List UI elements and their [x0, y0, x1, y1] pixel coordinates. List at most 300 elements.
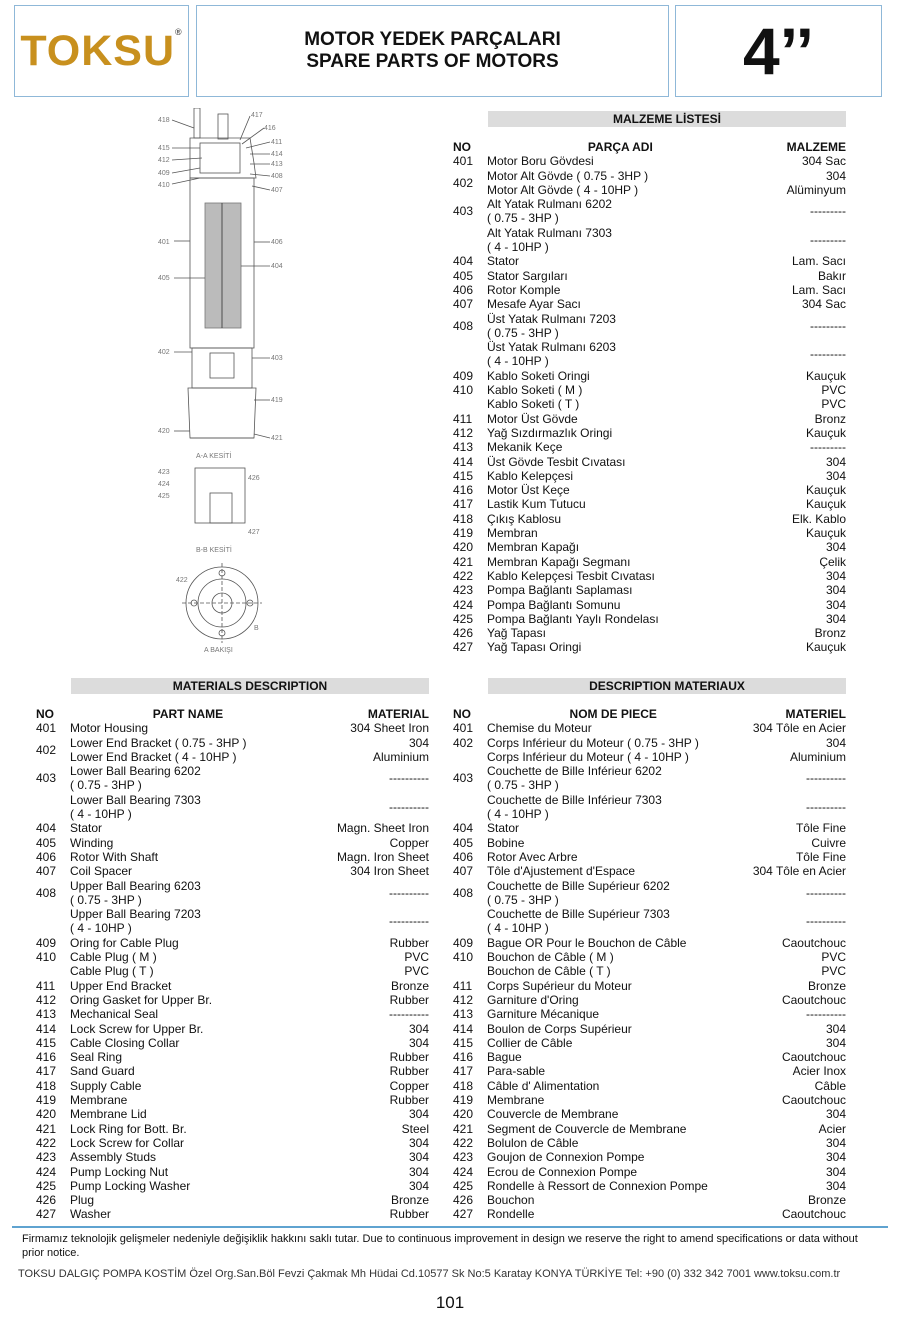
- part-name: Oring for Cable Plug: [70, 935, 179, 950]
- table-row: [36, 836, 429, 850]
- part-number: 421: [36, 1121, 57, 1136]
- table-row: [453, 836, 846, 850]
- part-material: 304: [825, 735, 846, 750]
- part-number: [453, 397, 487, 411]
- part-number: 414: [453, 454, 474, 469]
- table-row: [453, 979, 846, 993]
- callout-425: 425: [158, 493, 170, 500]
- table-row: [453, 383, 846, 397]
- part-material: Çelik: [819, 554, 846, 569]
- table-row: [453, 1079, 846, 1093]
- part-number: 401: [453, 154, 474, 169]
- size-box: [675, 5, 882, 97]
- part-number: 418: [36, 1078, 57, 1093]
- part-name: Alt Yatak Rulmanı 7303: [487, 225, 612, 240]
- part-material: ----------: [806, 771, 846, 786]
- part-name: Pump Locking Nut: [70, 1164, 169, 1179]
- table-row: [453, 483, 846, 497]
- part-material: Kauçuk: [805, 483, 846, 498]
- callout-403: 403: [271, 355, 283, 362]
- part-material: 304 Iron Sheet: [350, 864, 429, 879]
- table-row: [36, 1022, 429, 1036]
- table-row: [453, 269, 846, 283]
- part-number: 406: [453, 849, 474, 864]
- table-row: [453, 793, 846, 807]
- table-row: [36, 750, 429, 764]
- part-number: 407: [453, 864, 474, 879]
- part-number: 412: [36, 992, 57, 1007]
- section-label-bb: B-B KESİTİ: [196, 547, 232, 554]
- table-row: [453, 340, 846, 354]
- part-material: Rubber: [389, 935, 429, 950]
- part-name: Membrane: [70, 1093, 128, 1108]
- part-number: 426: [36, 1193, 57, 1208]
- table-row: [36, 907, 429, 921]
- part-material: 304: [825, 1035, 846, 1050]
- callout-413: 413: [271, 161, 283, 168]
- part-number: 420: [453, 540, 474, 555]
- part-material: Magn. Iron Sheet: [336, 849, 429, 864]
- part-name: Upper End Bracket: [70, 978, 172, 993]
- part-name: Lock Screw for Upper Br.: [70, 1021, 204, 1036]
- part-number: 425: [453, 1178, 474, 1193]
- part-name: Supply Cable: [70, 1078, 142, 1093]
- column-header: NOM DE PIECE: [569, 707, 657, 721]
- table-row: [453, 950, 846, 964]
- part-material: 304: [408, 1164, 429, 1179]
- callout-405: 405: [158, 275, 170, 282]
- part-name: Lower Ball Bearing 7303: [70, 792, 201, 807]
- part-number: 424: [453, 1164, 474, 1179]
- column-header: MATERIAL: [367, 707, 429, 721]
- part-material: 304: [408, 1150, 429, 1165]
- table-row: [453, 598, 846, 612]
- callout-411: 411: [271, 139, 283, 146]
- part-name: Membrane Lid: [70, 1107, 147, 1122]
- callout-424: 424: [158, 481, 170, 488]
- part-number: 424: [36, 1164, 57, 1179]
- section-label-a-view: A BAKIŞI: [204, 647, 233, 654]
- part-name: ( 4 - 10HP ): [487, 240, 549, 255]
- part-material: Lam. Sacı: [791, 282, 846, 297]
- part-number: 410: [453, 950, 474, 965]
- part-material: Bronze: [390, 1193, 429, 1208]
- callout-427: 427: [248, 529, 260, 536]
- logo-box: [14, 5, 189, 97]
- part-material: 304 Sac: [801, 154, 846, 169]
- part-name: Stator: [70, 821, 103, 836]
- part-number: 415: [453, 1035, 474, 1050]
- callout-418: 418: [158, 117, 170, 124]
- part-name: ( 0.75 - 3HP ): [487, 211, 559, 226]
- part-number: 404: [453, 821, 474, 836]
- table-row: [36, 993, 429, 1007]
- part-name: Couchette de Bille Inférieur 7303: [487, 792, 662, 807]
- part-name: Stator: [487, 821, 520, 836]
- table-row: [453, 721, 846, 735]
- part-material: ----------: [389, 885, 429, 900]
- table-row: [453, 312, 846, 326]
- part-name: Couvercle de Membrane: [487, 1107, 619, 1122]
- part-number: 425: [453, 611, 474, 626]
- column-header: MATERIEL: [785, 707, 846, 721]
- part-number: 423: [453, 583, 474, 598]
- part-name: Üst Yatak Rulmanı 7203: [487, 311, 616, 326]
- part-name: Membran Kapağı: [487, 540, 580, 555]
- part-material: 304: [825, 454, 846, 469]
- part-material: 304 Sac: [801, 297, 846, 312]
- part-number: 408: [453, 885, 474, 900]
- page-number: 101: [435, 1293, 465, 1312]
- part-material: Aluminium: [372, 749, 429, 764]
- part-number: 426: [453, 626, 474, 641]
- part-number: 423: [453, 1150, 474, 1165]
- callout-423: 423: [158, 469, 170, 476]
- part-name: Üst Yatak Rulmanı 6203: [487, 340, 616, 355]
- table-row: [36, 1093, 429, 1107]
- part-material: ----------: [806, 914, 846, 929]
- table-row: [453, 821, 846, 835]
- table-row: [453, 864, 846, 878]
- callout-401: 401: [158, 239, 170, 246]
- part-number: 424: [453, 597, 474, 612]
- part-material: Rubber: [389, 1050, 429, 1065]
- part-material: ---------: [810, 440, 846, 455]
- part-name: Tôle d'Ajustement d'Espace: [487, 864, 635, 879]
- part-material: ----------: [806, 885, 846, 900]
- part-name: Para-sable: [487, 1064, 546, 1079]
- table-row: [36, 1050, 429, 1064]
- table-row: [453, 1193, 846, 1207]
- part-name: Upper Ball Bearing 6203: [70, 878, 201, 893]
- part-material: Aluminium: [789, 749, 846, 764]
- table-row: [453, 936, 846, 950]
- part-number: 425: [36, 1178, 57, 1193]
- part-number: 413: [453, 1007, 474, 1022]
- part-material: 304: [825, 1021, 846, 1036]
- table-row: [453, 183, 846, 197]
- table-row: [453, 879, 846, 893]
- part-number: 414: [453, 1021, 474, 1036]
- part-name: Kablo Soketi Oringi: [487, 368, 590, 383]
- part-name: Corps Inférieur du Moteur ( 0.75 - 3HP ): [487, 735, 699, 750]
- part-name: Stator: [487, 254, 520, 269]
- part-material: ----------: [806, 799, 846, 814]
- part-name: Rotor Komple: [487, 282, 561, 297]
- part-number: 426: [453, 1193, 474, 1208]
- part-name: ( 0.75 - 3HP ): [70, 892, 142, 907]
- part-name: Upper Ball Bearing 7203: [70, 907, 201, 922]
- part-number: 412: [453, 992, 474, 1007]
- table-row: [453, 297, 846, 311]
- part-material: ---------: [810, 347, 846, 362]
- part-number: 402: [453, 175, 474, 190]
- table-row: [453, 426, 846, 440]
- table-row: [453, 750, 846, 764]
- part-number: 406: [36, 849, 57, 864]
- part-number: 415: [36, 1035, 57, 1050]
- part-material: 304: [408, 1107, 429, 1122]
- table-row: [453, 1036, 846, 1050]
- part-name: Üst Gövde Tesbit Cıvatası: [487, 454, 626, 469]
- part-number: 403: [453, 771, 474, 786]
- part-name: ( 4 - 10HP ): [70, 807, 132, 822]
- part-number: 411: [453, 978, 473, 993]
- part-name: Rondelle à Ressort de Connexion Pompe: [487, 1178, 708, 1193]
- part-name: Stator Sargıları: [487, 268, 568, 283]
- table-row: [453, 412, 846, 426]
- part-material: 304: [825, 583, 846, 598]
- callout-b: B: [254, 625, 259, 632]
- part-name: Kablo Soketi ( T ): [487, 397, 580, 412]
- part-number: [36, 793, 70, 822]
- part-number: 427: [36, 1207, 57, 1222]
- part-name: ( 4 - 10HP ): [487, 921, 549, 936]
- part-material: Câble: [814, 1078, 846, 1093]
- part-number: [36, 964, 70, 978]
- part-number: 414: [36, 1021, 57, 1036]
- part-material: 304: [825, 1150, 846, 1165]
- part-name: Kablo Kelepçesi Tesbit Cıvatası: [487, 568, 655, 583]
- part-name: Motor Alt Gövde ( 4 - 10HP ): [487, 182, 639, 197]
- part-material: PVC: [821, 397, 846, 412]
- part-name: Bouchon de Câble ( T ): [487, 964, 611, 979]
- part-number: [453, 340, 487, 369]
- part-name: Kablo Kelepçesi: [487, 468, 574, 483]
- part-material: Kauçuk: [805, 526, 846, 541]
- part-material: Bronz: [814, 626, 846, 641]
- part-number: [453, 750, 487, 764]
- part-name: Boulon de Corps Supérieur: [487, 1021, 632, 1036]
- table-row: [453, 526, 846, 540]
- part-material: 304: [408, 1035, 429, 1050]
- table-row: [36, 1193, 429, 1207]
- callout-416: 416: [264, 125, 276, 132]
- fr-table-title: DESCRIPTION MATERIAUX: [488, 678, 846, 694]
- part-number: 427: [453, 1207, 474, 1222]
- part-number: 410: [453, 383, 474, 398]
- table-row: [36, 793, 429, 807]
- part-name: ( 0.75 - 3HP ): [70, 778, 142, 793]
- part-name: Pompa Bağlantı Somunu: [487, 597, 621, 612]
- table-row: [453, 1022, 846, 1036]
- table-row: [453, 154, 846, 168]
- table-row: [453, 497, 846, 511]
- part-name: Yağ Tapası: [487, 626, 546, 641]
- part-material: 304: [408, 1178, 429, 1193]
- tr-parts-table: [453, 140, 846, 655]
- part-material: ----------: [389, 914, 429, 929]
- table-row: [453, 469, 846, 483]
- part-material: 304: [825, 1135, 846, 1150]
- part-number: 419: [36, 1093, 57, 1108]
- part-name: Membran Kapağı Segmanı: [487, 554, 631, 569]
- part-material: 304: [825, 1178, 846, 1193]
- part-number: 419: [453, 526, 474, 541]
- table-row: [36, 850, 429, 864]
- table-row: [453, 626, 846, 640]
- part-name: Rondelle: [487, 1207, 535, 1222]
- part-name: Lastik Kum Tutucu: [487, 497, 586, 512]
- part-number: 416: [36, 1050, 57, 1065]
- part-name: Kablo Soketi ( M ): [487, 383, 583, 398]
- table-header-row: [453, 140, 846, 154]
- footer-note: Firmamız teknolojik gelişmeler nedeniyle değişiklik hakkını saklı tutar. Due to continuous improvement in design we reserve the right to amend specifications or data without prior notice.: [22, 1233, 858, 1259]
- part-material: Rubber: [389, 1207, 429, 1222]
- table-row: [453, 1093, 846, 1107]
- part-number: 407: [453, 297, 474, 312]
- part-name: Cable Plug ( T ): [70, 964, 154, 979]
- table-row: [36, 736, 429, 750]
- part-material: Rubber: [389, 992, 429, 1007]
- table-row: [453, 555, 846, 569]
- part-name: ( 0.75 - 3HP ): [487, 892, 559, 907]
- table-row: [453, 197, 846, 211]
- part-name: Motor Boru Gövdesi: [487, 154, 594, 169]
- table-row: [453, 1179, 846, 1193]
- table-row: [453, 369, 846, 383]
- fr-parts-table: [453, 707, 846, 1222]
- part-name: ( 0.75 - 3HP ): [487, 778, 559, 793]
- part-number: 418: [453, 1078, 474, 1093]
- part-material: PVC: [821, 383, 846, 398]
- part-name: Motor Housing: [70, 721, 149, 736]
- column-header: PARÇA ADI: [587, 140, 653, 154]
- column-header: NO: [453, 707, 471, 721]
- part-material: PVC: [821, 964, 846, 979]
- part-number: 403: [36, 771, 57, 786]
- part-name: Pompa Bağlantı Saplaması: [487, 583, 633, 598]
- part-number: [36, 907, 70, 936]
- part-material: 304: [408, 735, 429, 750]
- part-material: ---------: [810, 232, 846, 247]
- table-row: [453, 907, 846, 921]
- table-row: [36, 1150, 429, 1164]
- part-name: Rotor Avec Arbre: [487, 849, 578, 864]
- table-row: [453, 440, 846, 454]
- toksu-logo: TOKSU®: [20, 26, 183, 75]
- part-material: Acier Inox: [792, 1064, 846, 1079]
- part-number: 404: [453, 254, 474, 269]
- table-header-row: [453, 707, 846, 721]
- part-name: Alt Yatak Rulmanı 6202: [487, 197, 612, 212]
- part-material: ---------: [810, 318, 846, 333]
- title-en: SPARE PARTS OF MOTORS: [306, 51, 559, 72]
- part-material: Kauçuk: [805, 425, 846, 440]
- part-name: Assembly Studs: [70, 1150, 157, 1165]
- part-number: 408: [453, 318, 474, 333]
- callout-420: 420: [158, 428, 170, 435]
- tr-table-title: MALZEME LİSTESİ: [488, 111, 846, 127]
- callout-408: 408: [271, 173, 283, 180]
- motor-cross-section-drawing: [150, 108, 300, 658]
- part-number: 405: [453, 835, 474, 850]
- part-material: ----------: [389, 799, 429, 814]
- part-name: Corps Inférieur du Moteur ( 4 - 10HP ): [487, 749, 689, 764]
- part-material: Copper: [389, 1078, 429, 1093]
- part-name: Lower End Bracket ( 0.75 - 3HP ): [70, 735, 247, 750]
- part-number: 402: [36, 742, 57, 757]
- part-material: Elk. Kablo: [791, 511, 846, 526]
- part-material: 304 Sheet Iron: [350, 721, 429, 736]
- table-row: [36, 764, 429, 778]
- table-row: [36, 1079, 429, 1093]
- callout-406: 406: [271, 239, 283, 246]
- part-name: Motor Üst Keçe: [487, 483, 570, 498]
- part-name: Chemise du Moteur: [487, 721, 592, 736]
- table-row: [36, 1207, 429, 1221]
- part-number: 401: [453, 721, 474, 736]
- en-table-title: MATERIALS DESCRIPTION: [71, 678, 429, 694]
- part-number: 416: [453, 1050, 474, 1065]
- part-name: Pump Locking Washer: [70, 1178, 191, 1193]
- table-row: [36, 821, 429, 835]
- part-material: Caoutchouc: [781, 935, 846, 950]
- table-row: [453, 512, 846, 526]
- part-name: Garniture Mécanique: [487, 1007, 600, 1022]
- part-number: 419: [453, 1093, 474, 1108]
- part-name: Coil Spacer: [70, 864, 133, 879]
- part-material: 304 Tôle en Acier: [752, 721, 846, 736]
- table-row: [453, 1007, 846, 1021]
- table-row: [453, 283, 846, 297]
- part-material: ----------: [389, 771, 429, 786]
- callout-417: 417: [251, 112, 263, 119]
- column-header: NO: [453, 140, 471, 154]
- title-box: [196, 5, 669, 97]
- part-material: Bronze: [390, 978, 429, 993]
- callout-407: 407: [271, 187, 283, 194]
- part-name: Motor Alt Gövde ( 0.75 - 3HP ): [487, 168, 649, 183]
- part-material: Kauçuk: [805, 368, 846, 383]
- callout-414: 414: [271, 151, 283, 158]
- table-row: [453, 640, 846, 654]
- part-material: Bronze: [807, 978, 846, 993]
- part-name: Winding: [70, 835, 114, 850]
- part-number: 411: [36, 978, 56, 993]
- part-number: 417: [453, 497, 474, 512]
- part-number: 413: [453, 440, 474, 455]
- table-row: [453, 993, 846, 1007]
- part-material: Caoutchouc: [781, 1207, 846, 1222]
- part-material: Cuivre: [811, 835, 846, 850]
- part-name: Mechanical Seal: [70, 1007, 159, 1022]
- column-header: MALZEME: [786, 140, 846, 154]
- part-number: 405: [36, 835, 57, 850]
- part-material: Caoutchouc: [781, 1093, 846, 1108]
- part-number: 421: [453, 554, 474, 569]
- table-row: [453, 1064, 846, 1078]
- part-material: PVC: [404, 964, 429, 979]
- part-number: 409: [453, 368, 474, 383]
- part-number: 413: [36, 1007, 57, 1022]
- part-material: Rubber: [389, 1064, 429, 1079]
- part-name: Plug: [70, 1193, 95, 1208]
- part-number: [453, 907, 487, 936]
- callout-421: 421: [271, 435, 283, 442]
- part-number: 422: [453, 568, 474, 583]
- part-number: 409: [36, 935, 57, 950]
- part-material: Bronze: [807, 1193, 846, 1208]
- part-material: 304: [408, 1135, 429, 1150]
- table-row: [36, 879, 429, 893]
- part-number: 422: [453, 1135, 474, 1150]
- callout-426: 426: [248, 475, 260, 482]
- table-row: [453, 1150, 846, 1164]
- part-number: 418: [453, 511, 474, 526]
- table-row: [453, 1107, 846, 1121]
- part-name: Couchette de Bille Supérieur 7303: [487, 907, 670, 922]
